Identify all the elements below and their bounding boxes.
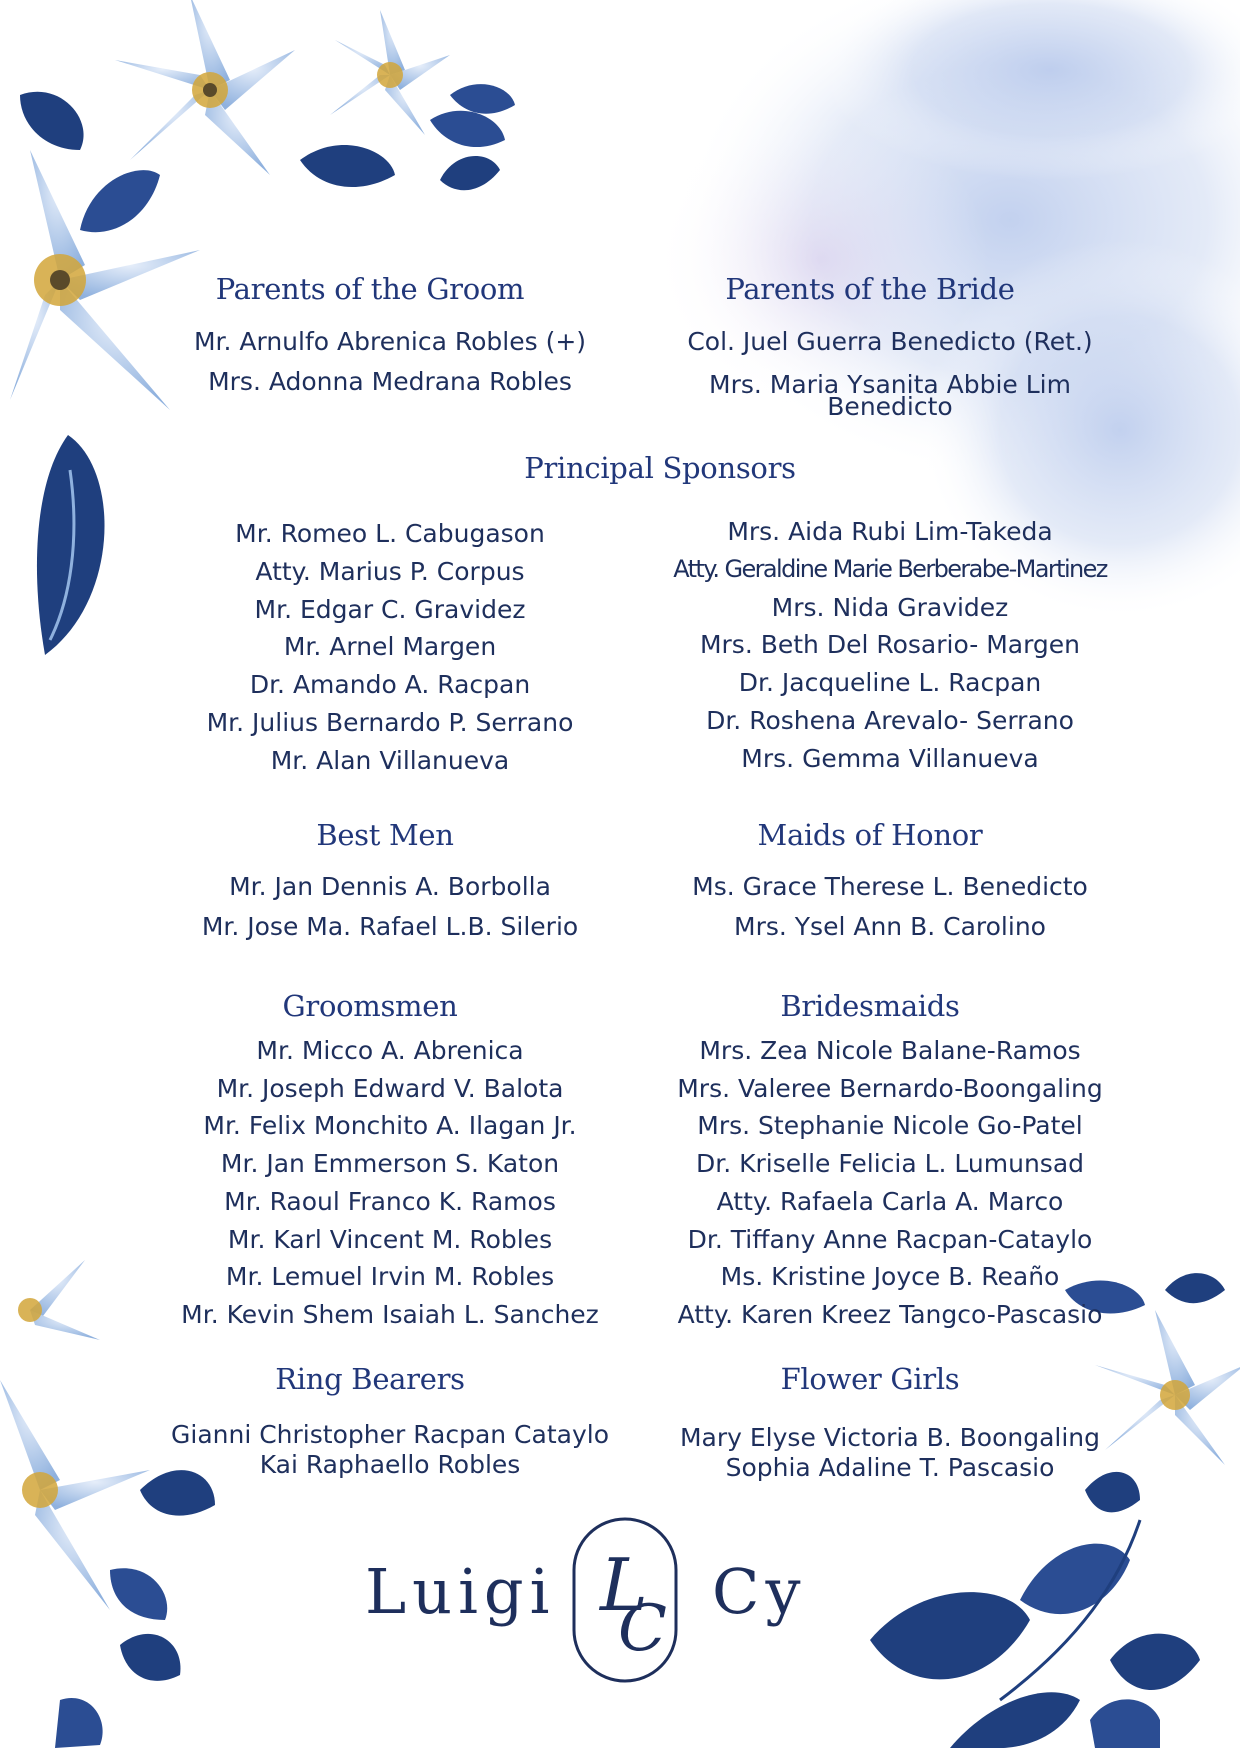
bridesmaid-name: Atty. Karen Kreez Tangco-Pascasio	[677, 1299, 1103, 1329]
groomsman-name: Mr. Kevin Shem Isaiah L. Sanchez	[181, 1299, 599, 1329]
sponsor-name: Atty. Marius P. Corpus	[255, 556, 525, 586]
sponsor-name: Mr. Julius Bernardo P. Serrano	[206, 707, 574, 737]
sponsor-name: Mr. Edgar C. Gravidez	[254, 594, 526, 624]
best-man-name: Mr. Jose Ma. Rafael L.B. Silerio	[201, 912, 579, 941]
bride-name-logo: Cy	[712, 1555, 807, 1628]
ring-bearer-name: Kai Raphaello Robles	[259, 1450, 521, 1479]
parents-groom-name: Mr. Arnulfo Abrenica Robles (+)	[193, 327, 587, 356]
bridesmaid-name: Atty. Rafaela Carla A. Marco	[716, 1186, 1064, 1216]
parents-bride-title: Parents of the Bride	[725, 272, 1015, 306]
monogram-letter-c: C	[618, 1592, 667, 1666]
monogram-letter-l: L	[600, 1543, 648, 1627]
groomsman-name: Mr. Joseph Edward V. Balota	[216, 1073, 564, 1103]
groom-name-logo: Luigi	[365, 1555, 556, 1628]
best-man-name: Mr. Jan Dennis A. Borbolla	[229, 872, 551, 901]
flower-girls-title: Flower Girls	[780, 1362, 960, 1396]
groomsman-name: Mr. Lemuel Irvin M. Robles	[225, 1262, 555, 1292]
bridesmaid-name: Ms. Kristine Joyce B. Reaño	[720, 1262, 1060, 1292]
bridesmaids-title: Bridesmaids	[780, 989, 960, 1023]
bridesmaids-list	[610, 1032, 1170, 1334]
bridesmaid-name: Mrs. Zea Nicole Balane-Ramos	[699, 1036, 1081, 1065]
sponsor-name: Dr. Amando A. Racpan	[249, 670, 531, 700]
sponsor-name: Mr. Alan Villanueva	[270, 745, 510, 775]
flower-girls-list	[610, 1423, 1170, 1483]
sponsor-name: Dr. Roshena Arevalo- Serrano	[706, 705, 1074, 735]
parents-bride-name: Col. Juel Guerra Benedicto (Ret.)	[687, 327, 1093, 356]
groomsmen-title: Groomsmen	[282, 989, 458, 1023]
principal-sponsors-left-list	[110, 515, 670, 780]
sponsor-name: Mr. Arnel Margen	[283, 632, 497, 662]
parents-bride-list	[610, 322, 1170, 420]
parents-bride-name: Mrs. Maria Ysanita Abbie Lim	[709, 370, 1071, 399]
sponsor-name: Mrs. Gemma Villanueva	[741, 743, 1039, 773]
parents-bride-name: Benedicto	[827, 392, 953, 421]
bridesmaid-name: Mrs. Stephanie Nicole Go-Patel	[697, 1111, 1083, 1141]
ring-bearer-name: Gianni Christopher Racpan Cataylo	[171, 1420, 609, 1449]
maids-of-honor-title: Maids of Honor	[757, 818, 983, 852]
sponsor-name: Mrs. Aida Rubi Lim-Takeda	[727, 517, 1053, 546]
monogram-logo	[570, 1515, 680, 1685]
groomsman-name: Mr. Raoul Franco K. Ramos	[224, 1186, 556, 1216]
ring-bearers-list	[110, 1420, 670, 1480]
best-men-list	[110, 867, 670, 947]
parents-groom-list	[110, 322, 670, 402]
groomsman-name: Mr. Jan Emmerson S. Katon	[220, 1149, 560, 1179]
bridesmaid-name: Mrs. Valeree Bernardo-Boongaling	[677, 1073, 1103, 1103]
sponsor-name: Mrs. Beth Del Rosario- Margen	[699, 630, 1081, 660]
principal-sponsors-right-list	[610, 513, 1170, 778]
bridesmaid-name: Dr. Tiffany Anne Racpan-Cataylo	[687, 1224, 1093, 1254]
maid-of-honor-name: Mrs. Ysel Ann B. Carolino	[734, 912, 1046, 941]
maid-of-honor-name: Ms. Grace Therese L. Benedicto	[692, 872, 1088, 901]
maids-of-honor-list	[610, 867, 1170, 947]
bottom-right-flowers	[870, 1273, 1240, 1748]
ring-bearers-title: Ring Bearers	[275, 1362, 465, 1396]
sponsor-name: Mr. Romeo L. Cabugason	[235, 519, 545, 548]
principal-sponsors-title: Principal Sponsors	[524, 451, 796, 485]
sponsor-name: Atty. Geraldine Marie Berberabe-Martinez	[673, 554, 1107, 583]
sponsor-name: Dr. Jacqueline L. Racpan	[738, 668, 1042, 698]
parents-groom-title: Parents of the Groom	[215, 272, 525, 306]
sponsor-name: Mrs. Nida Gravidez	[771, 592, 1009, 622]
groomsman-name: Mr. Micco A. Abrenica	[256, 1036, 524, 1065]
groomsmen-list	[110, 1032, 670, 1334]
groomsman-name: Mr. Felix Monchito A. Ilagan Jr.	[203, 1111, 577, 1141]
flower-girl-name: Sophia Adaline T. Pascasio	[725, 1453, 1055, 1482]
best-men-title: Best Men	[316, 818, 454, 852]
parents-groom-name: Mrs. Adonna Medrana Robles	[208, 367, 572, 396]
flower-girl-name: Mary Elyse Victoria B. Boongaling	[679, 1423, 1101, 1452]
groomsman-name: Mr. Karl Vincent M. Robles	[227, 1224, 553, 1254]
bridesmaid-name: Dr. Kriselle Felicia L. Lumunsad	[695, 1149, 1085, 1179]
